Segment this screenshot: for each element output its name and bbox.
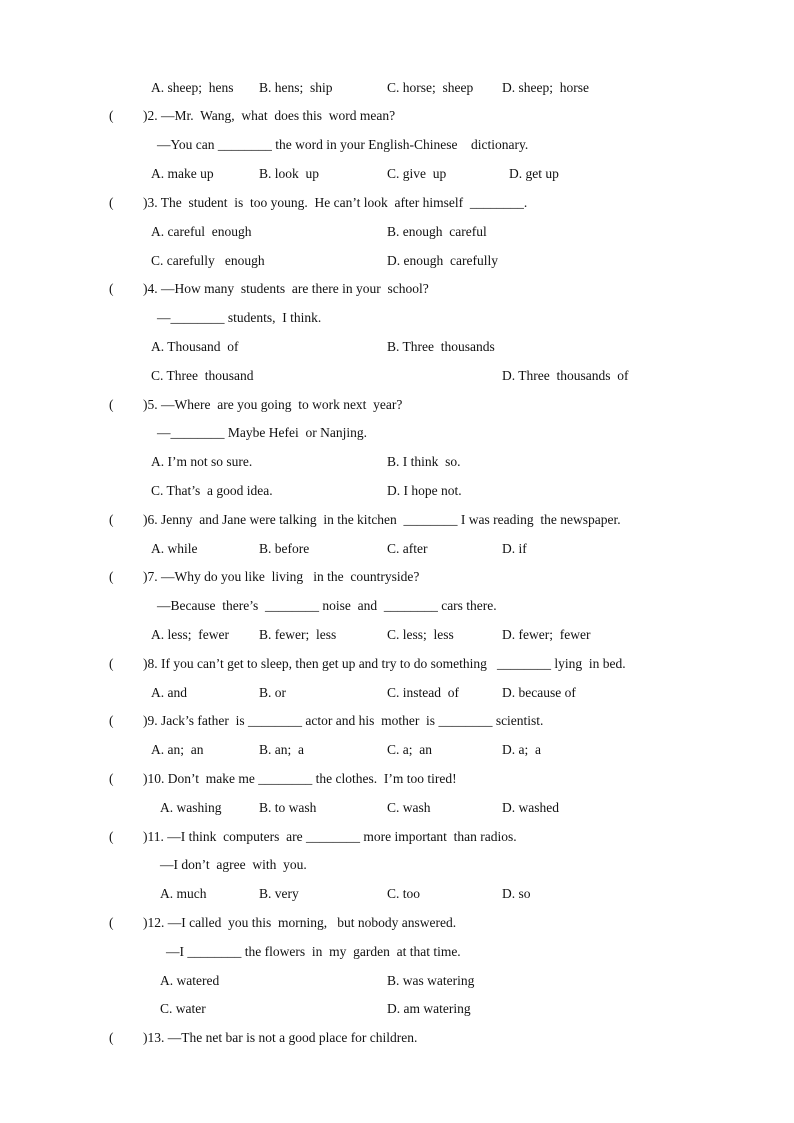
- answer-option: B. look up: [259, 166, 320, 181]
- answer-paren: (: [109, 713, 114, 728]
- answer-option: D. washed: [502, 800, 559, 815]
- answer-option: B. an; a: [259, 742, 304, 757]
- answer-option: A. less; fewer: [151, 627, 229, 642]
- answer-option: C. wash: [387, 800, 431, 815]
- answer-option: A. watered: [160, 973, 220, 988]
- question-text: )9. Jack’s father is ________ actor and his mother is ________ scientist.: [143, 713, 544, 728]
- answer-option: C. water: [160, 1001, 206, 1016]
- answer-option: C. horse; sheep: [387, 80, 474, 95]
- question-text: )6. Jenny and Jane were talking in the kitchen ________ I was reading the newspaper.: [143, 512, 621, 527]
- answer-option: B. enough careful: [387, 224, 487, 239]
- answer-paren: (: [109, 512, 114, 527]
- answer-option: A. sheep; hens: [151, 80, 234, 95]
- answer-option: B. I think so.: [387, 454, 461, 469]
- question-text: )8. If you can’t get to sleep, then get up and try to do something ________ lying in bed.: [143, 656, 626, 671]
- answer-option: D. if: [502, 541, 527, 556]
- answer-paren: (: [109, 569, 114, 584]
- dialogue-line: —Because there’s ________ noise and ________ cars there.: [157, 598, 497, 613]
- answer-option: D. am watering: [387, 1001, 471, 1016]
- answer-option: A. make up: [151, 166, 214, 181]
- answer-option: B. or: [259, 685, 286, 700]
- answer-option: C. less; less: [387, 627, 454, 642]
- answer-option: A. washing: [160, 800, 222, 815]
- question-text: )11. —I think computers are ________ more important than radios.: [143, 829, 517, 844]
- answer-option: B. was watering: [387, 973, 475, 988]
- question-text: )7. —Why do you like living in the countryside?: [143, 569, 420, 584]
- answer-option: C. after: [387, 541, 428, 556]
- answer-option: A. an; an: [151, 742, 204, 757]
- answer-option: A. Thousand of: [151, 339, 239, 354]
- dialogue-line: —I don’t agree with you.: [160, 857, 307, 872]
- answer-option: D. a; a: [502, 742, 541, 757]
- answer-option: C. Three thousand: [151, 368, 254, 383]
- answer-option: D. so: [502, 886, 531, 901]
- answer-option: A. while: [151, 541, 198, 556]
- answer-option: A. careful enough: [151, 224, 252, 239]
- answer-paren: (: [109, 656, 114, 671]
- answer-option: C. a; an: [387, 742, 432, 757]
- dialogue-line: —________ Maybe Hefei or Nanjing.: [157, 425, 367, 440]
- answer-paren: (: [109, 1030, 114, 1045]
- dialogue-line: —You can ________ the word in your English-Chinese dictionary.: [157, 137, 529, 152]
- answer-option: B. hens; ship: [259, 80, 333, 95]
- answer-option: D. sheep; horse: [502, 80, 589, 95]
- answer-paren: (: [109, 281, 114, 296]
- answer-paren: (: [109, 397, 114, 412]
- question-text: )13. —The net bar is not a good place for children.: [143, 1030, 418, 1045]
- answer-option: A. I’m not so sure.: [151, 454, 253, 469]
- answer-option: B. before: [259, 541, 310, 556]
- answer-option: C. instead of: [387, 685, 459, 700]
- answer-option: D. fewer; fewer: [502, 627, 591, 642]
- answer-option: A. and: [151, 685, 187, 700]
- answer-option: C. That’s a good idea.: [151, 483, 273, 498]
- answer-option: D. get up: [509, 166, 559, 181]
- answer-option: C. carefully enough: [151, 253, 265, 268]
- answer-paren: (: [109, 915, 114, 930]
- answer-paren: (: [109, 195, 114, 210]
- question-text: )4. —How many students are there in your school?: [143, 281, 429, 296]
- answer-option: D. enough carefully: [387, 253, 498, 268]
- question-text: )10. Don’t make me ________ the clothes. I’m too tired!: [143, 771, 457, 786]
- answer-option: D. Three thousands of: [502, 368, 629, 383]
- question-text: )2. —Mr. Wang, what does this word mean?: [143, 108, 396, 123]
- answer-paren: (: [109, 108, 114, 123]
- answer-option: C. too: [387, 886, 421, 901]
- question-text: )3. The student is too young. He can’t look after himself ________.: [143, 195, 528, 210]
- answer-option: B. Three thousands: [387, 339, 495, 354]
- answer-paren: (: [109, 829, 114, 844]
- question-text: )12. —I called you this morning, but nobody answered.: [143, 915, 457, 930]
- answer-option: B. fewer; less: [259, 627, 337, 642]
- answer-option: D. I hope not.: [387, 483, 462, 498]
- answer-option: A. much: [160, 886, 207, 901]
- answer-option: D. because of: [502, 685, 576, 700]
- dialogue-line: —I ________ the flowers in my garden at that time.: [166, 944, 461, 959]
- dialogue-line: —________ students, I think.: [157, 310, 322, 325]
- question-text: )5. —Where are you going to work next year?: [143, 397, 403, 412]
- answer-option: B. to wash: [259, 800, 317, 815]
- answer-option: B. very: [259, 886, 299, 901]
- answer-option: C. give up: [387, 166, 447, 181]
- answer-paren: (: [109, 771, 114, 786]
